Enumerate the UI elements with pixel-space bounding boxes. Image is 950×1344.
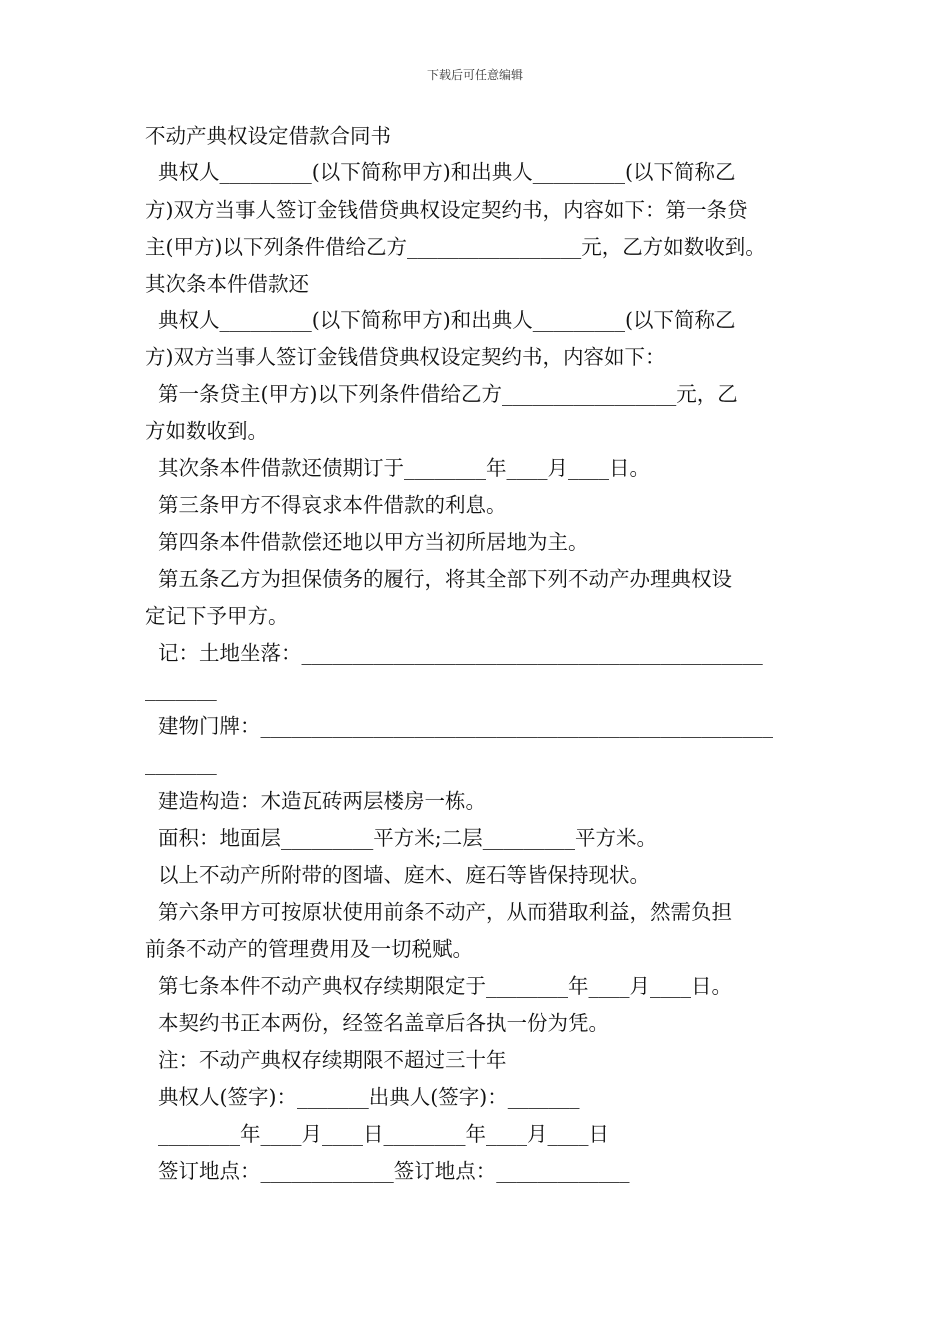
page-header: 下载后可任意编辑 (426, 68, 523, 82)
text-line: 其次条本件借款还 (145, 272, 309, 296)
text-line: 以上不动产所附带的图墙、庭木、庭石等皆保持现状。 (145, 863, 651, 887)
signature-line: 典权人(签字)：_______出典人(签字)：_______ (145, 1085, 580, 1109)
text-line: 注：不动产典权存续期限不超过三十年 (145, 1048, 507, 1072)
text-line: _______ (145, 677, 217, 701)
text-line: 面积：地面层_________平方米;二层_________平方米。 (145, 826, 657, 850)
text-line: 方)双方当事人签订金钱借贷典权设定契约书，内容如下：第一条贷 (145, 198, 748, 222)
text-line: 方)双方当事人签订金钱借贷典权设定契约书，内容如下： (145, 345, 666, 369)
text-line: 第七条本件不动产典权存续期限定于________年____月____日。 (145, 974, 733, 998)
text-line: 其次条本件借款还债期订于________年____月____日。 (145, 456, 651, 480)
location-line: 签订地点：_____________签订地点：_____________ (145, 1159, 630, 1183)
text-line: 本契约书正本两份，经签名盖章后各执一份为凭。 (145, 1011, 610, 1035)
text-line: 建物门牌：__________________________________________________ (145, 714, 774, 738)
text-line: 典权人_________(以下简称甲方)和出典人_________(以下简称乙 (145, 308, 736, 332)
text-line: 定记下予甲方。 (145, 604, 289, 628)
text-line: 典权人_________(以下简称甲方)和出典人_________(以下简称乙 (145, 160, 736, 184)
document-title: 不动产典权设定借款合同书 (145, 124, 391, 148)
text-line: _______ (145, 751, 217, 775)
text-line: 第五条乙方为担保债务的履行，将其全部下列不动产办理典权设 (145, 567, 733, 591)
date-line: ________年____月____日________年____月____日 (145, 1122, 610, 1146)
text-line: 方如数收到。 (145, 419, 268, 443)
text-line: 记：土地坐落：_____________________________________________ (145, 641, 763, 665)
text-line: 第六条甲方可按原状使用前条不动产，从而猎取利益，然需负担 (145, 900, 733, 924)
text-line: 建造构造：木造瓦砖两层楼房一栋。 (145, 789, 487, 813)
text-line: 前条不动产的管理费用及一切税赋。 (145, 937, 473, 961)
text-line: 第三条甲方不得哀求本件借款的利息。 (145, 493, 507, 517)
text-line: 第一条贷主(甲方)以下列条件借给乙方_________________元，乙 (145, 382, 738, 406)
text-line: 主(甲方)以下列条件借给乙方_________________元，乙方如数收到。 (145, 235, 766, 259)
text-line: 第四条本件借款偿还地以甲方当初所居地为主。 (145, 530, 589, 554)
